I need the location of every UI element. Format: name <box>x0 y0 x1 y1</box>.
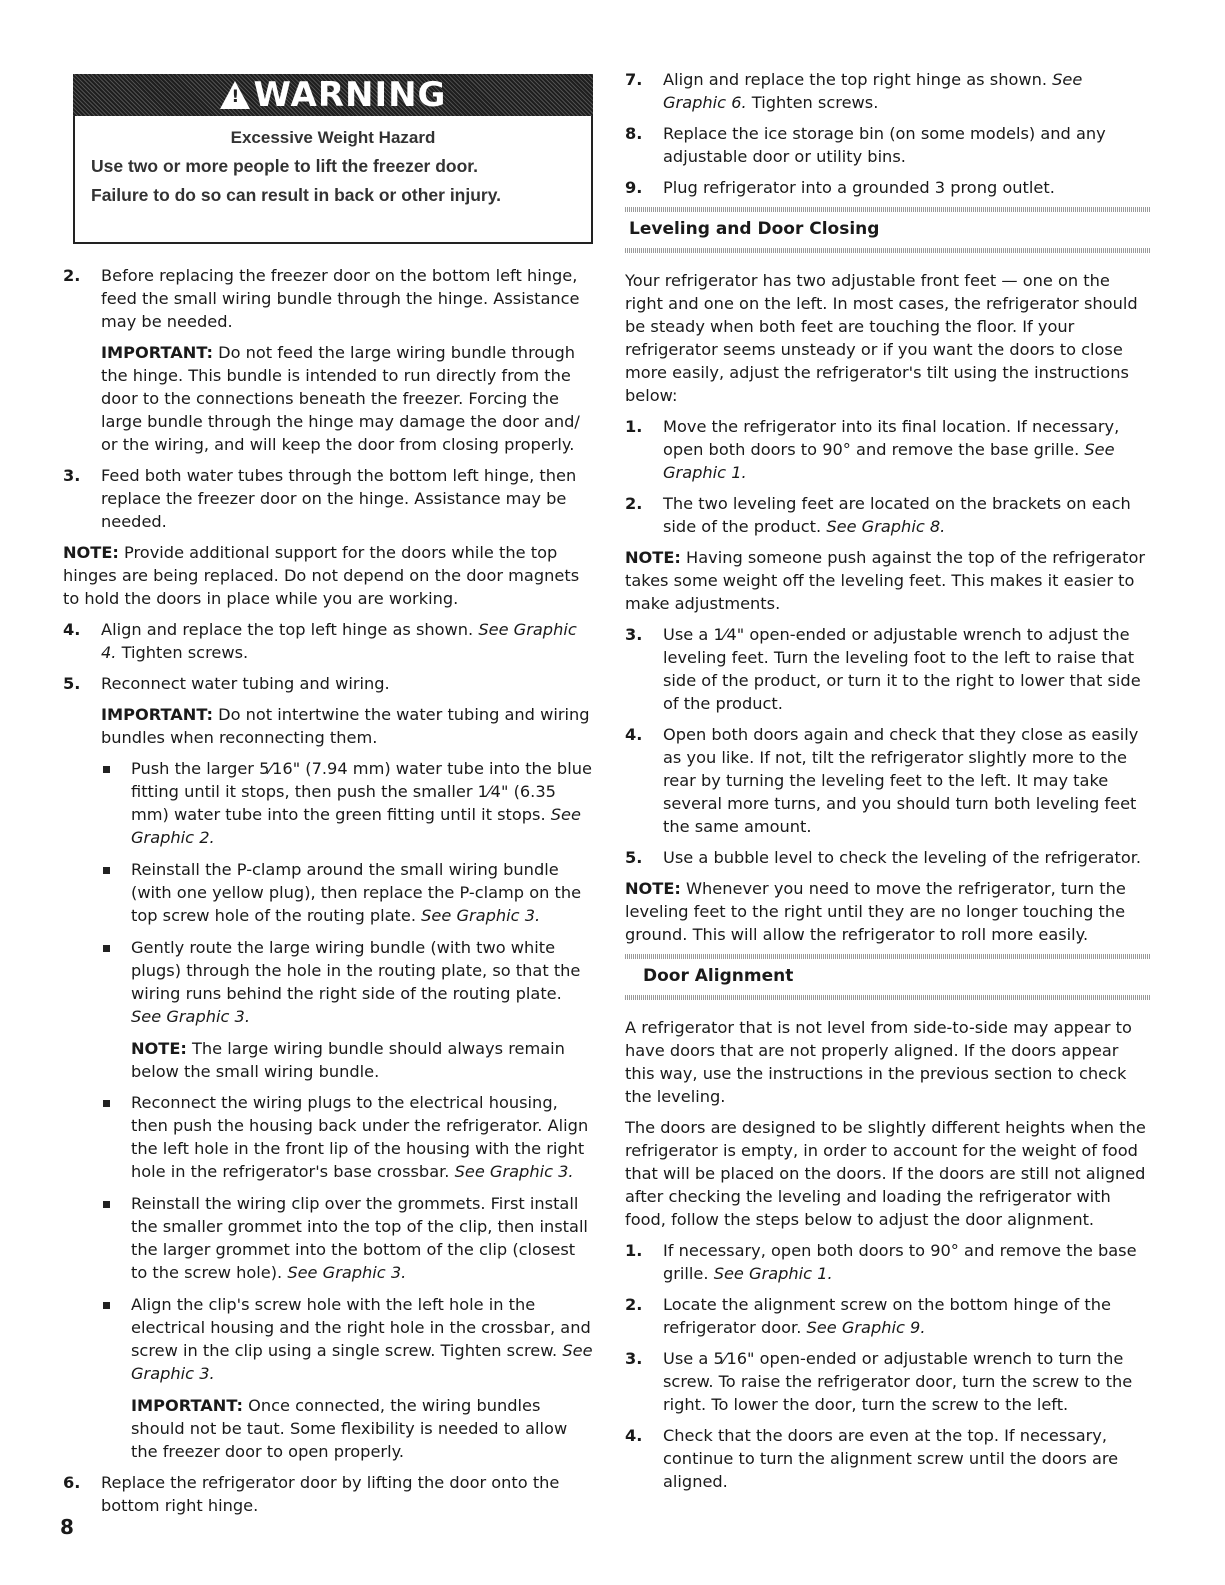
step-text: Feed both water tubes through the bottom left hinge, then replace the freezer door on the hinge. Assistance may be needed. <box>101 466 577 531</box>
bullet-square-icon <box>101 936 131 1028</box>
graphic-reference: See Graphic 6. <box>663 70 1083 112</box>
note <box>625 877 1150 946</box>
section-paragraph: A refrigerator that is not level from side-to-side may appear to have doors that are not properly aligned. If the doors appear this way, use the instructions in the previous section to check the leveling. <box>625 1018 1132 1106</box>
note-text: Whenever you need to move the refrigerator, turn the leveling feet to the right until they are no longer touching the ground. This will allow the refrigerator to roll more easily. <box>625 879 1126 944</box>
bullet-body: Reinstall the wiring clip over the grommets. First install the smaller grommet into the top of the clip, then install the larger grommet into the bottom of the clip (closest to the screw hole). <box>131 1194 588 1282</box>
graphic-reference: See Graphic 3. <box>287 1263 407 1282</box>
bullet-item <box>101 858 593 927</box>
step-item <box>625 623 1150 715</box>
step-text: Use a 5⁄16" open-ended or adjustable wrench to turn the screw. To raise the refrigerator door, turn the screw to the right. To lower the door, turn the screw to the left. <box>663 1349 1133 1414</box>
section-header-door-alignment <box>625 954 1150 1000</box>
graphic-reference: See Graphic 4. <box>101 620 577 662</box>
step-number: 5. <box>625 848 643 867</box>
warning-triangle-icon: ! <box>220 81 250 109</box>
graphic-reference: See Graphic 8. <box>826 517 946 536</box>
note-label: NOTE: <box>63 543 119 562</box>
step-text <box>663 492 1150 538</box>
step-item <box>625 1347 1150 1416</box>
important-label: IMPORTANT: <box>101 343 213 362</box>
step-number: 8. <box>625 124 643 143</box>
step-item <box>63 264 593 333</box>
important-label: IMPORTANT: <box>131 1396 243 1415</box>
warning-line: Use two or more people to lift the freezer door. <box>91 156 478 176</box>
step-text: Check that the doors are even at the top. If necessary, continue to turn the alignment screw until the doors are aligned. <box>663 1426 1119 1491</box>
graphic-reference: See Graphic 1. <box>663 440 1115 482</box>
step-text: Reconnect water tubing and wiring. <box>101 674 390 693</box>
note-label: NOTE: <box>625 548 681 567</box>
step-text <box>663 68 1150 114</box>
section-paragraph: The doors are designed to be slightly different heights when the refrigerator is empty, in order to account for the weight of food that will be placed on the doors. If the doors are still not aligned after checking the leveling and loading the refrigerator with food, follow the steps below to adjust the door alignment. <box>625 1118 1146 1229</box>
bullet-text <box>131 1091 593 1183</box>
note-label: NOTE: <box>625 879 681 898</box>
step-text: Replace the refrigerator door by lifting the door onto the bottom right hinge. <box>101 1473 560 1515</box>
important-text: Do not intertwine the water tubing and wiring bundles when reconnecting them. <box>101 705 590 747</box>
warning-line: Failure to do so can result in back or other injury. <box>91 185 502 205</box>
bullet-square-icon <box>101 757 131 849</box>
bullet-text <box>131 936 593 1028</box>
step-body-after: Tighten screws. <box>746 93 879 112</box>
right-column <box>625 68 1150 1501</box>
step-item <box>625 68 1150 114</box>
step-text: Plug refrigerator into a grounded 3 prong outlet. <box>663 178 1055 197</box>
step-number: 1. <box>625 417 643 436</box>
step-item <box>625 1293 1150 1339</box>
page-number: 8 <box>60 1515 74 1539</box>
graphic-reference: See Graphic 3. <box>131 1007 250 1026</box>
step-body: Move the refrigerator into its final location. If necessary, open both doors to 90° and remove the base grille. <box>663 417 1120 459</box>
bullet-item <box>101 936 593 1028</box>
section-header-leveling <box>625 207 1150 253</box>
note-text: Having someone push against the top of the refrigerator takes some weight off the leveling feet. This makes it easier to make adjustments. <box>625 548 1146 613</box>
section-title: Leveling and Door Closing <box>629 219 880 239</box>
bullet-body: Reinstall the P-clamp around the small wiring bundle (with one yellow plug), then replace the P-clamp on the top screw hole of the routing plate. <box>131 860 582 925</box>
step-item <box>625 492 1150 538</box>
step-body: The two leveling feet are located on the brackets on each side of the product. <box>663 494 1131 536</box>
left-column <box>63 68 593 1525</box>
step-number: 4. <box>625 1426 643 1445</box>
bullet-body: Align the clip's screw hole with the left hole in the electrical housing and the right hole in the crossbar, and screw in the clip using a single screw. Tighten screw. <box>131 1295 591 1360</box>
step-number: 3. <box>625 1349 643 1368</box>
warning-title: WARNING <box>253 74 447 115</box>
step-text <box>663 415 1150 484</box>
step-item <box>625 415 1150 484</box>
step-body-after: Tighten screws. <box>116 643 249 662</box>
step-item <box>625 176 1150 199</box>
step-item <box>625 723 1150 838</box>
note-text: Provide additional support for the doors while the top hinges are being replaced. Do not depend on the door magnets to hold the doors in place while you are working. <box>63 543 580 608</box>
step-text <box>101 618 593 664</box>
step-number: 2. <box>63 266 81 285</box>
step-number: 9. <box>625 178 643 197</box>
step-number: 2. <box>625 494 643 513</box>
step-number: 1. <box>625 1241 643 1260</box>
step-body: Locate the alignment screw on the bottom hinge of the refrigerator door. <box>663 1295 1111 1337</box>
step-number: 4. <box>63 620 81 639</box>
note-label: NOTE: <box>131 1039 187 1058</box>
step-body: If necessary, open both doors to 90° and remove the base grille. <box>663 1241 1137 1283</box>
step-number: 3. <box>63 466 81 485</box>
bullet-body: Push the larger 5⁄16" (7.94 mm) water tube into the blue fitting until it stops, then push the smaller 1⁄4" (6.35 mm) water tube into the green fitting until it stops. <box>131 759 592 824</box>
warning-banner <box>73 74 593 116</box>
bullet-text <box>131 1192 593 1284</box>
bullet-body: Gently route the large wiring bundle (with two white plugs) through the hole in the routing plate, so that the wiring runs behind the right side of the routing plate. <box>131 938 581 1003</box>
step-text: Use a bubble level to check the leveling of the refrigerator. <box>663 848 1142 867</box>
step-item <box>625 1424 1150 1493</box>
bullet-text <box>131 858 593 927</box>
step-body: Align and replace the top left hinge as shown. <box>101 620 479 639</box>
step-number: 2. <box>625 1295 643 1314</box>
step-item <box>625 846 1150 869</box>
step-item <box>625 1239 1150 1285</box>
bullet-note <box>131 1037 593 1083</box>
bullet-body: Reconnect the wiring plugs to the electrical housing, then push the housing back under the refrigerator. Align the left hole in the front lip of the housing with the right hole in the refrigerator's base crossbar. <box>131 1093 589 1181</box>
step-item <box>63 672 593 695</box>
bullet-text <box>131 1293 593 1385</box>
step-number: 7. <box>625 70 643 89</box>
note <box>625 546 1150 615</box>
important-text: Do not feed the large wiring bundle through the hinge. This bundle is intended to run directly from the door to the connections beneath the freezer. Forcing the large bundle through the hinge may damage the door and/ or the wiring, and will keep the door from closing properly. <box>101 343 580 454</box>
step-item <box>63 464 593 533</box>
important-label: IMPORTANT: <box>101 705 213 724</box>
important-note <box>101 703 593 749</box>
bullet-item <box>101 757 593 849</box>
graphic-reference: See Graphic 2. <box>131 805 581 847</box>
step-text: Use a 1⁄4" open-ended or adjustable wrench to adjust the leveling feet. Turn the leveling foot to the left to raise that side of the product, or turn it to the right to lower that side of the product. <box>663 625 1141 713</box>
note <box>63 541 593 610</box>
bullet-item <box>101 1293 593 1385</box>
bullet-text <box>131 757 593 849</box>
important-text: Once connected, the wiring bundles should not be taut. Some flexibility is needed to allow the freezer door to open properly. <box>131 1396 568 1461</box>
bullet-item <box>101 1091 593 1183</box>
step-number: 3. <box>625 625 643 644</box>
step-number: 4. <box>625 725 643 744</box>
bullet-square-icon <box>101 1091 131 1183</box>
graphic-reference: See Graphic 3. <box>131 1341 593 1383</box>
note-text: The large wiring bundle should always remain below the small wiring bundle. <box>131 1039 565 1081</box>
step-text <box>663 1239 1150 1285</box>
warning-box <box>73 74 593 244</box>
step-text: Before replacing the freezer door on the bottom left hinge, feed the small wiring bundle through the hinge. Assistance may be needed. <box>101 266 580 331</box>
step-item <box>63 618 593 664</box>
step-text: Open both doors again and check that they close as easily as you like. If not, tilt the refrigerator slightly more to the rear by turning the leveling feet to the left. It may take several more turns, and you should turn both leveling feet the same amount. <box>663 725 1139 836</box>
section-title: Door Alignment <box>643 966 794 986</box>
graphic-reference: See Graphic 3. <box>421 906 541 925</box>
step-number: 6. <box>63 1473 81 1492</box>
graphic-reference: See Graphic 9. <box>806 1318 926 1337</box>
bullet-important <box>131 1394 593 1463</box>
graphic-reference: See Graphic 3. <box>454 1162 574 1181</box>
bullet-square-icon <box>101 1192 131 1284</box>
step-text: Replace the ice storage bin (on some models) and any adjustable door or utility bins. <box>663 124 1106 166</box>
step-item <box>63 1471 593 1517</box>
important-note <box>101 341 593 456</box>
step-number: 5. <box>63 674 81 693</box>
warning-subtitle: Excessive Weight Hazard <box>230 128 436 147</box>
bullet-item <box>101 1192 593 1284</box>
step-item <box>625 122 1150 168</box>
bullet-square-icon <box>101 858 131 927</box>
section-intro: Your refrigerator has two adjustable front feet — one on the right and one on the left. In most cases, the refrigerator should be steady when both feet are touching the floor. If your refrigerator seems unsteady or if you want the doors to close more easily, adjust the refrigerator's tilt using the instructions below: <box>625 271 1138 405</box>
step-text <box>663 1293 1150 1339</box>
bullet-square-icon <box>101 1293 131 1385</box>
graphic-reference: See Graphic 1. <box>713 1264 833 1283</box>
step-body: Align and replace the top right hinge as shown. <box>663 70 1053 89</box>
